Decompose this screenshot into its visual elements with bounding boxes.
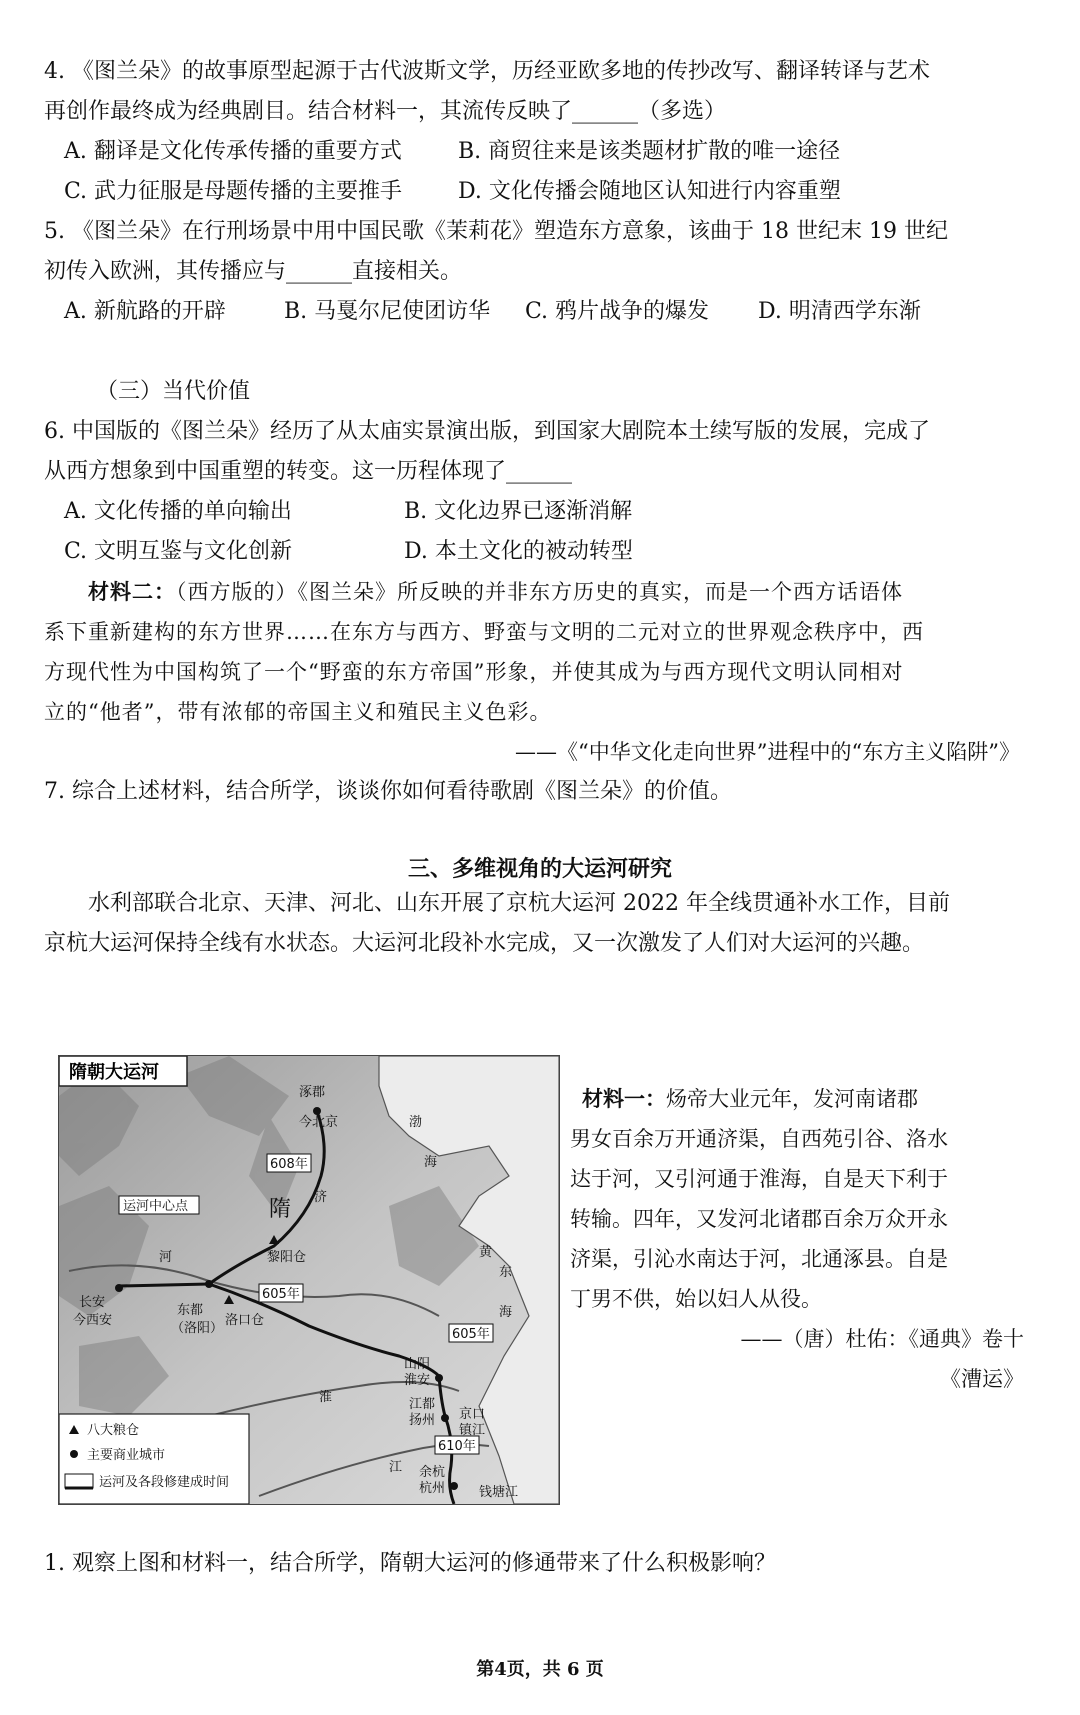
part3-title: 三、多维视角的大运河研究 xyxy=(407,856,672,882)
label-610: 610年 xyxy=(438,1439,476,1454)
label-luokou-granary: 洛口仓 xyxy=(225,1313,265,1328)
legend-canal-label: 运河及各段修建成时间 xyxy=(99,1475,230,1490)
label-luoyang: （洛阳） xyxy=(171,1321,224,1336)
sui-grand-canal-map xyxy=(58,1055,560,1505)
map-title: 隋朝大运河 xyxy=(69,1062,159,1083)
label-huaian: 淮安 xyxy=(404,1373,431,1388)
map-legend xyxy=(59,1414,249,1504)
q5-option-a: A. 新航路的开辟 xyxy=(64,299,226,324)
label-jiang: 江 xyxy=(389,1460,403,1475)
city-marker-shanyang xyxy=(435,1374,443,1382)
page-footer: 第4页，共 6 页 xyxy=(476,1659,604,1680)
q6-stem-line1: 6. 中国版的《图兰朵》经历了从太庙实景演出版，到国家大剧院本土续写版的发展，完成了 xyxy=(44,419,930,444)
q4-stem-line2: 再创作最终成为经典剧目。结合材料一，其流传反映了______（多选） xyxy=(44,99,727,124)
label-dongdu: 东都 xyxy=(177,1303,204,1318)
legend-city-icon xyxy=(70,1450,78,1458)
legend-granary-label: 八大粮仓 xyxy=(87,1423,140,1438)
label-bohai-hai: 海 xyxy=(424,1155,438,1170)
q6-option-d: D. 本土文化的被动转型 xyxy=(404,539,633,564)
label-608: 608年 xyxy=(270,1157,308,1172)
material1-source2: 《漕运》 xyxy=(940,1367,1024,1391)
city-marker-changan xyxy=(115,1284,123,1292)
label-jiangdu: 江都 xyxy=(409,1397,436,1412)
label-changan: 长安 xyxy=(79,1295,106,1310)
q5-option-d: D. 明清西学东渐 xyxy=(758,299,921,324)
label-yangzhou: 扬州 xyxy=(409,1413,436,1428)
material1-line6: 丁男不供，始以妇人从役。 xyxy=(570,1287,822,1311)
q4-option-a: A. 翻译是文化传承传播的重要方式 xyxy=(64,139,402,164)
label-bohai-bo: 渤 xyxy=(409,1115,423,1130)
material1-line4: 转输。四年，又发河北诸郡百余万众开永 xyxy=(570,1207,948,1231)
label-shanyang: 山阳 xyxy=(404,1357,431,1372)
city-marker-yuhang xyxy=(450,1482,458,1490)
city-marker-jiangdu xyxy=(441,1414,449,1422)
intro-line1: 水利部联合北京、天津、河北、山东开展了京杭大运河 2022 年全线贯通补水工作，目前 xyxy=(88,891,950,916)
label-zhuojun: 涿郡 xyxy=(299,1085,326,1100)
q5-stem-line1: 5. 《图兰朵》在行刑场景中用中国民歌《茉莉花》塑造东方意象，该曲于 18 世纪末 19 世纪 xyxy=(44,219,948,244)
part3-q1-stem: 1. 观察上图和材料一，结合所学，隋朝大运河的修通带来了什么积极影响？ xyxy=(44,1551,776,1576)
material2-source: ——《“中华文化走向世界”进程中的“东方主义陷阱”》 xyxy=(515,740,1020,764)
city-marker-luoyang xyxy=(205,1280,213,1288)
material2-line1 xyxy=(44,573,1039,611)
label-ji: 济 xyxy=(314,1190,328,1205)
q7-stem: 7. 综合上述材料，结合所学，谈谈你如何看待歌剧《图兰朵》的价值。 xyxy=(44,779,732,804)
intro-line2: 京杭大运河保持全线有水状态。大运河北段补水完成，又一次激发了人们对大运河的兴趣。 xyxy=(44,931,925,956)
material1-line1 xyxy=(570,1080,1030,1118)
label-yuhang: 余杭 xyxy=(419,1465,446,1480)
legend-city-label: 主要商业城市 xyxy=(87,1448,166,1463)
material2-label: 材料二： xyxy=(88,579,176,604)
material1-line3: 达于河，又引河通于淮海，自是天下利于 xyxy=(570,1167,948,1191)
label-hai: 海 xyxy=(499,1305,513,1320)
material2-line2: 系下重新建构的东方世界……在东方与西方、野蛮与文明的二元对立的世界观念秩序中，西 xyxy=(44,620,924,644)
label-beijing: 今北京 xyxy=(299,1115,339,1130)
city-marker-zhuojun xyxy=(313,1107,321,1115)
q5-option-b: B. 马戛尔尼使团访华 xyxy=(284,299,491,324)
q5-stem-line2: 初传入欧洲，其传播应与______直接相关。 xyxy=(44,259,463,284)
guangtong-canal xyxy=(119,1284,209,1286)
label-huai: 淮 xyxy=(319,1390,333,1405)
label-qiantang: 钱塘江 xyxy=(479,1485,519,1500)
q4-option-b: B. 商贸往来是该类题材扩散的唯一途径 xyxy=(458,139,841,164)
material1-source1: ——（唐）杜佑：《通典》卷十 xyxy=(740,1327,1024,1351)
label-605a: 605年 xyxy=(262,1287,300,1302)
label-hangzhou: 杭州 xyxy=(419,1481,446,1496)
label-dong: 东 xyxy=(499,1265,513,1280)
label-liyang-granary: 黎阳仓 xyxy=(267,1250,307,1265)
q4-option-c: C. 武力征服是母题传播的主要推手 xyxy=(64,179,403,204)
material2-line4: 立的“他者”，带有浓郁的帝国主义和殖民主义色彩。 xyxy=(44,700,552,724)
legend-canal-icon xyxy=(65,1474,93,1488)
q4-stem-line1: 4. 《图兰朵》的故事原型起源于古代波斯文学，历经亚欧多地的传抄改写、翻译转译与艺术 xyxy=(44,59,930,84)
label-605b: 605年 xyxy=(452,1327,490,1342)
label-sui: 隋 xyxy=(269,1197,292,1222)
material1-line5: 济渠，引沁水南达于河，北通涿县。自是 xyxy=(570,1247,948,1271)
q6-stem-line2: 从西方想象到中国重塑的转变。这一历程体现了______ xyxy=(44,459,573,484)
q6-option-b: B. 文化边界已逐渐消解 xyxy=(404,499,633,524)
material1-text1: 炀帝大业元年，发河南诸郡 xyxy=(666,1087,918,1111)
label-jingkou: 京口 xyxy=(459,1407,486,1422)
label-zhenjiang: 镇江 xyxy=(459,1423,486,1438)
material1-label: 材料一： xyxy=(582,1086,666,1111)
material2-text1: （西方版的）《图兰朵》所反映的并非东方历史的真实，而是一个西方话语体 xyxy=(176,580,903,604)
q6-option-a: A. 文化传播的单向输出 xyxy=(64,499,292,524)
material2-line3: 方现代性为中国构筑了一个“野蛮的东方帝国”形象，并使其成为与西方现代文明认同相对 xyxy=(44,660,904,684)
label-xian: 今西安 xyxy=(73,1313,113,1328)
label-huang: 黄 xyxy=(479,1245,493,1260)
q4-option-d: D. 文化传播会随地区认知进行内容重塑 xyxy=(458,179,841,204)
label-canal-center: 运河中心点 xyxy=(123,1199,189,1214)
map-svg xyxy=(59,1056,559,1504)
q6-option-c: C. 文明互鉴与文化创新 xyxy=(64,539,293,564)
section-title-contemporary-value: （三）当代价值 xyxy=(96,379,251,404)
label-he: 河 xyxy=(159,1250,173,1265)
q5-option-c: C. 鸦片战争的爆发 xyxy=(525,299,710,324)
material1-line2: 男女百余万开通济渠，自西苑引谷、洛水 xyxy=(570,1127,948,1151)
